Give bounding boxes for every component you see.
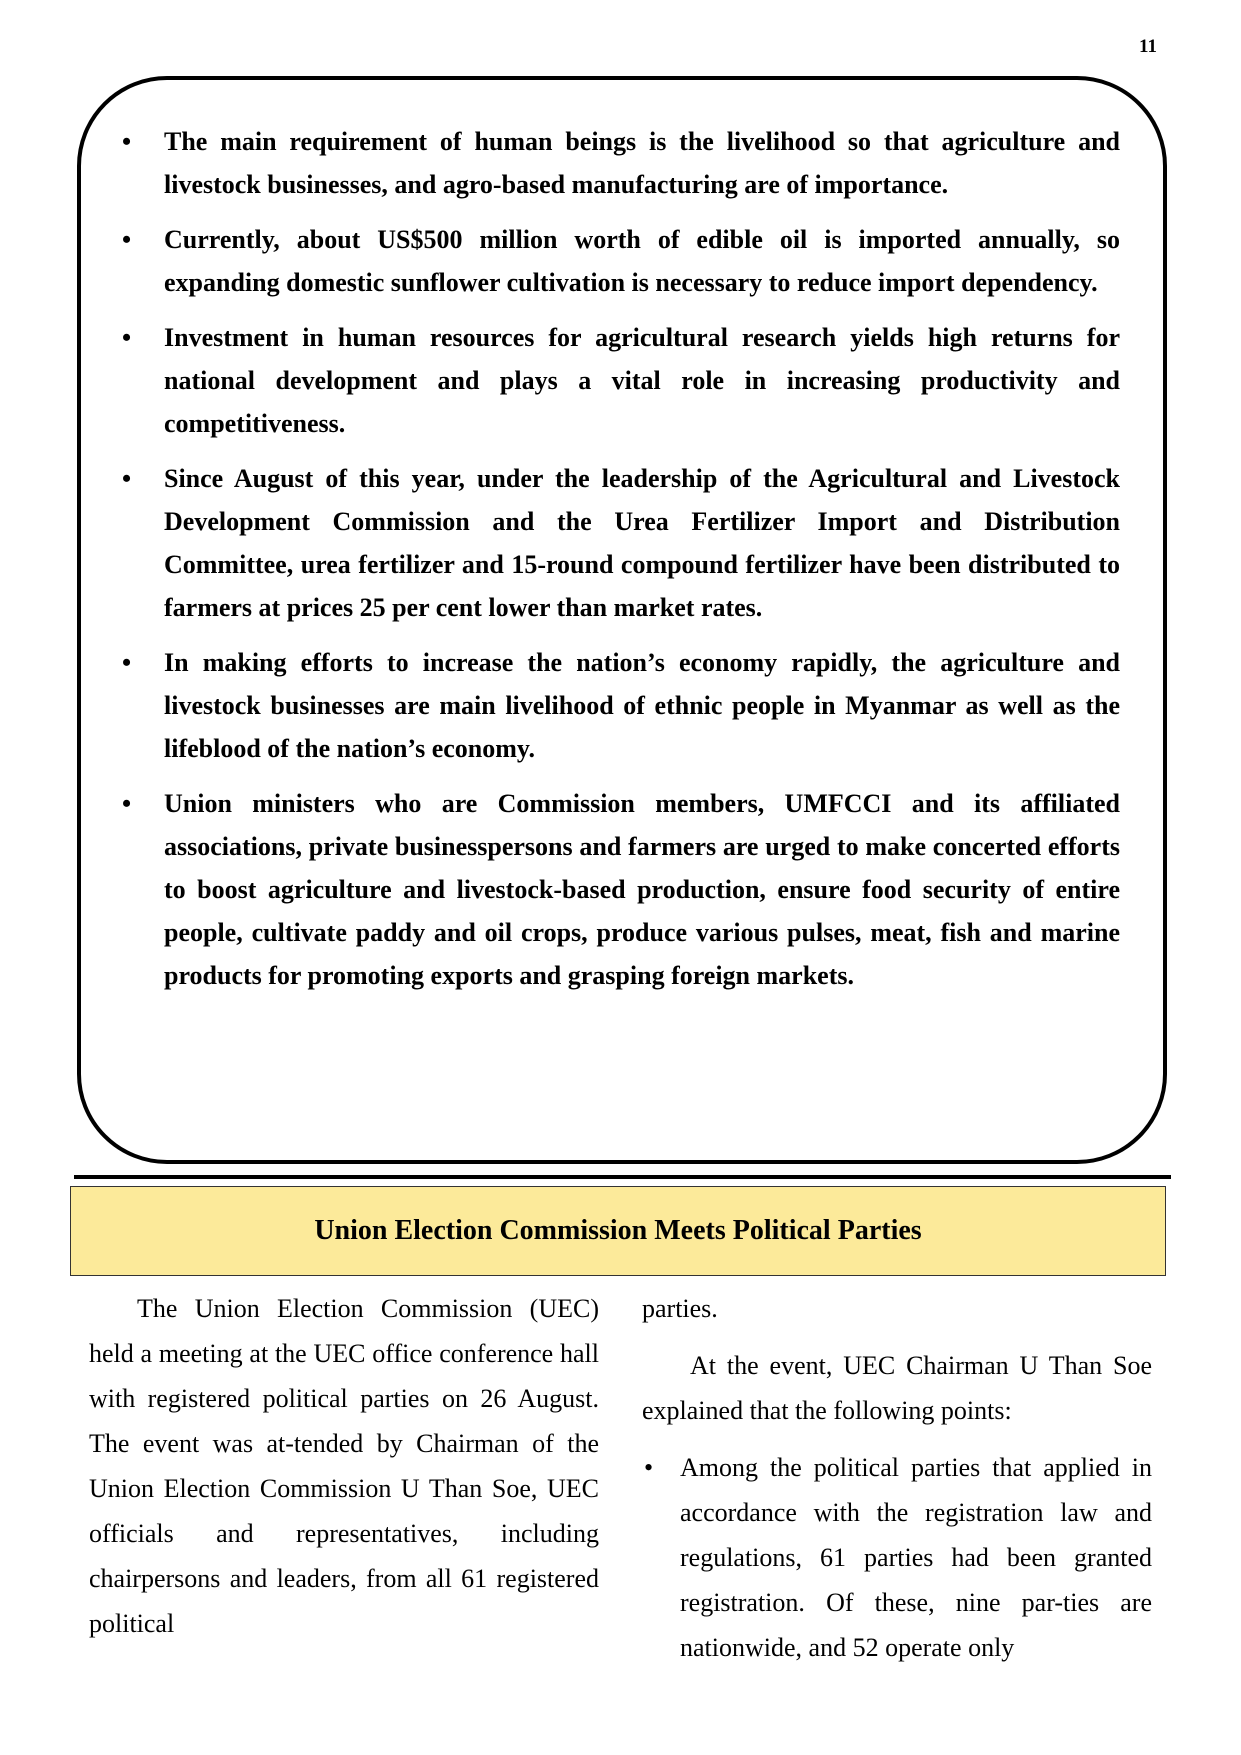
bullet-icon: • xyxy=(122,127,132,156)
article-paragraph: The Union Election Commission (UEC) held a meeting at the UEC office conference hall with registered political parties on 26 August. The event was at-tended by Chairman of the Union Election Commission U Than Soe, UEC officials and representatives, including chairpersons and leaders, from all 61 registered political xyxy=(89,1294,599,1638)
article-point xyxy=(642,1445,1152,1670)
highlight-text: In making efforts to increase the nation’s economy rapidly, the agriculture and livestock businesses are main livelihood of ethnic people in Myanmar as well as the lifeblood of the nation’s economy. xyxy=(164,648,1120,763)
highlight-text: Currently, about US$500 million worth of edible oil is imported annually, so expanding domestic sunflower cultivation is necessary to reduce import dependency. xyxy=(164,225,1120,297)
bullet-icon: • xyxy=(122,464,132,493)
highlights-list xyxy=(118,120,1120,1009)
highlight-item xyxy=(118,316,1120,445)
highlight-text: Since August of this year, under the leadership of the Agricultural and Livestock Development Commission and the Urea Fertilizer Import and Distribution Committee, urea fertilizer and 15-round compound fertilizer have been distributed to farmers at prices 25 per cent lower than market rates. xyxy=(164,464,1120,622)
article-point-text: Among the political parties that applied in accordance with the registration law and regulations, 61 parties had been granted registration. Of these, nine par-ties are nationwide, and 52 operate only xyxy=(680,1453,1152,1662)
bullet-icon: • xyxy=(122,323,132,352)
article-title: Union Election Commission Meets Political Parties xyxy=(314,1215,922,1246)
highlight-text: The main requirement of human beings is the livelihood so that agriculture and livestock businesses, and agro-based manufacturing are of importance. xyxy=(164,127,1120,199)
article-points-list xyxy=(642,1445,1152,1670)
section-divider xyxy=(74,1175,1171,1179)
article-column-right xyxy=(642,1286,1152,1670)
article-column-left xyxy=(89,1286,599,1646)
highlight-text: Union ministers who are Commission members, UMFCCI and its affiliated associations, private businesspersons and farmers are urged to make concerted efforts to boost agriculture and livestock-based production, ensure food security of entire people, cultivate paddy and oil crops, produce various pulses, meat, fish and marine products for promoting exports and grasping foreign markets. xyxy=(164,789,1120,990)
highlight-text: Investment in human resources for agricultural research yields high returns for national development and plays a vital role in increasing productivity and competitiveness. xyxy=(164,323,1120,438)
highlight-item xyxy=(118,120,1120,206)
bullet-icon: • xyxy=(122,225,132,254)
article-paragraph: At the event, UEC Chairman U Than Soe explained that the following points: xyxy=(642,1351,1152,1425)
article-paragraph-continued: parties. xyxy=(642,1294,718,1323)
highlight-item xyxy=(118,218,1120,304)
highlight-item xyxy=(118,782,1120,997)
bullet-icon: • xyxy=(122,789,132,818)
page-number: 11 xyxy=(1139,36,1157,57)
highlight-item xyxy=(118,457,1120,629)
bullet-icon: • xyxy=(122,648,132,677)
bullet-icon: • xyxy=(644,1453,654,1482)
article-title-banner xyxy=(70,1186,1166,1276)
highlight-item xyxy=(118,641,1120,770)
